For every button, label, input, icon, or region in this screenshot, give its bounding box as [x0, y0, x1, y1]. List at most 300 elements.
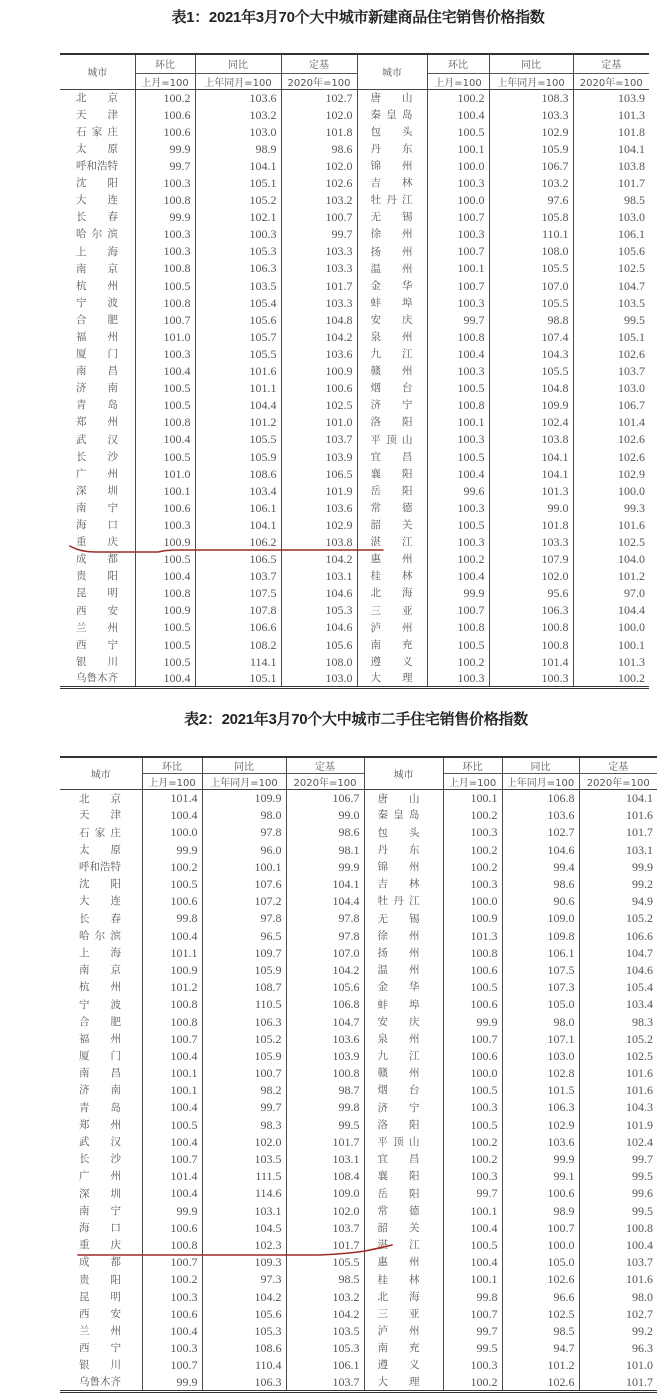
table-row [60, 824, 657, 841]
mom-index-value: 100.8 [135, 192, 195, 209]
city-cell [60, 174, 135, 191]
mom-index-value: 100.3 [427, 174, 489, 191]
column-subheader-yoy: 上年同月=100 [489, 73, 573, 89]
city-name: 岳阳 [370, 484, 413, 497]
city-cell [60, 1030, 142, 1047]
yoy-index-value: 100.0 [502, 1236, 579, 1253]
table-row [60, 1065, 657, 1082]
yoy-index-value: 107.6 [202, 875, 286, 892]
table-row [60, 961, 657, 978]
fixed-base-index-value: 106.6 [626, 928, 653, 943]
yoy-index-value: 90.6 [502, 893, 579, 910]
table-row [60, 551, 649, 568]
table-row [60, 1236, 657, 1253]
yoy-index-value: 110.4 [202, 1357, 286, 1374]
fixed-base-index-value: 103.6 [281, 345, 357, 362]
fixed-base-index-value: 105.3 [281, 602, 357, 619]
column-header-fixed: 定基 [579, 757, 657, 774]
mom-index-value: 100.8 [443, 944, 502, 961]
yoy-index-value: 108.2 [195, 636, 281, 653]
yoy-index-value: 109.7 [202, 944, 286, 961]
fixed-base-index-value: 108.0 [281, 653, 357, 670]
column-header-yoy: 同比 [202, 757, 286, 774]
column-subheader-yoy: 上年同月=100 [502, 774, 579, 790]
fixed-base-index-value: 105.6 [618, 244, 645, 259]
yoy-index-value: 114.6 [202, 1185, 286, 1202]
fixed-base-index-value: 103.5 [618, 295, 645, 310]
city-cell [357, 277, 427, 294]
fixed-base-index-value: 100.8 [626, 1220, 653, 1235]
city-cell [364, 1288, 443, 1305]
city-name: 西宁 [76, 638, 118, 651]
fixed-base-index-value: 104.2 [286, 1305, 364, 1322]
table-row [60, 927, 657, 944]
city-cell [357, 568, 427, 585]
city-cell [357, 123, 427, 140]
mom-index-value: 100.9 [443, 910, 502, 927]
mom-index-value: 99.7 [135, 157, 195, 174]
fixed-base-index-value: 103.1 [626, 842, 653, 857]
city-cell [364, 1047, 443, 1064]
mom-index-value: 100.7 [443, 1030, 502, 1047]
column-header-yoy: 同比 [195, 54, 281, 73]
yoy-index-value: 105.5 [195, 345, 281, 362]
mom-index-value: 100.2 [427, 551, 489, 568]
mom-index-value: 101.0 [135, 328, 195, 345]
mom-index-value: 100.8 [427, 328, 489, 345]
mom-index-value: 100.4 [443, 1254, 502, 1271]
city-cell [357, 294, 427, 311]
city-cell [60, 1133, 142, 1150]
table-row [60, 1030, 657, 1047]
city-name: 大理 [370, 672, 413, 685]
mom-index-value: 100.8 [135, 585, 195, 602]
yoy-index-value: 105.0 [502, 996, 579, 1013]
table-row [60, 1271, 657, 1288]
fixed-base-index-value: 101.7 [281, 277, 357, 294]
mom-index-value: 100.4 [135, 670, 195, 687]
yoy-index-value: 103.2 [489, 174, 573, 191]
mom-index-value: 101.4 [142, 790, 202, 807]
yoy-index-value: 107.1 [502, 1030, 579, 1047]
city-name: 福州 [79, 1032, 121, 1045]
fixed-base-index-value: 103.9 [618, 90, 645, 105]
yoy-index-value: 103.0 [502, 1047, 579, 1064]
fixed-base-index-value: 102.9 [618, 466, 645, 481]
fixed-base-index-value: 103.7 [626, 1255, 653, 1270]
mom-index-value: 100.5 [135, 448, 195, 465]
yoy-index-value: 97.6 [489, 192, 573, 209]
city-name: 温州 [370, 262, 413, 275]
yoy-index-value: 98.6 [502, 875, 579, 892]
fixed-base-index-value: 103.0 [618, 210, 645, 225]
city-cell [364, 790, 443, 807]
yoy-index-value: 98.2 [202, 1082, 286, 1099]
fixed-base-index-value: 101.3 [618, 654, 645, 669]
city-cell [60, 465, 135, 482]
city-cell [60, 1116, 142, 1133]
yoy-index-value: 109.9 [202, 790, 286, 807]
yoy-index-value: 105.1 [195, 670, 281, 687]
city-cell [364, 996, 443, 1013]
table-row [60, 363, 649, 380]
city-cell [60, 192, 135, 209]
mom-index-value: 100.9 [135, 533, 195, 550]
city-name: 韶关 [370, 519, 413, 532]
fixed-base-index-value: 103.6 [286, 1030, 364, 1047]
city-cell [364, 961, 443, 978]
city-name: 呼和浩特 [76, 160, 118, 173]
city-name: 海口 [79, 1221, 121, 1234]
fixed-base-index-value: 106.8 [286, 996, 364, 1013]
mom-index-value: 100.9 [135, 602, 195, 619]
column-subheader-mom: 上月=100 [135, 73, 195, 89]
mom-index-value: 100.8 [427, 619, 489, 636]
fixed-base-index-value: 96.3 [632, 1341, 653, 1356]
city-cell [60, 533, 135, 550]
yoy-index-value: 107.9 [489, 551, 573, 568]
city-cell [60, 551, 135, 568]
table-row [60, 996, 657, 1013]
city-cell [60, 1185, 142, 1202]
mom-index-value: 100.7 [427, 602, 489, 619]
city-cell [364, 1065, 443, 1082]
fixed-base-index-value: 104.1 [286, 875, 364, 892]
city-name: 泉州 [370, 331, 413, 344]
mom-index-value: 100.0 [427, 192, 489, 209]
city-cell [357, 243, 427, 260]
mom-index-value: 100.1 [427, 260, 489, 277]
mom-index-value: 100.5 [135, 551, 195, 568]
city-name: 牡丹江 [370, 194, 413, 207]
yoy-index-value: 100.7 [202, 1065, 286, 1082]
city-cell [60, 431, 135, 448]
yoy-index-value: 103.5 [195, 277, 281, 294]
city-name: 贵阳 [79, 1273, 121, 1286]
mom-index-value: 101.2 [142, 979, 202, 996]
yoy-index-value: 108.6 [195, 465, 281, 482]
city-cell [60, 944, 142, 961]
city-cell [60, 243, 135, 260]
table-row [60, 944, 657, 961]
city-cell [60, 1254, 142, 1271]
fixed-base-index-value: 103.8 [281, 533, 357, 550]
mom-index-value: 100.5 [135, 397, 195, 414]
mom-index-value: 100.5 [135, 380, 195, 397]
fixed-base-index-value: 104.1 [626, 791, 653, 806]
city-cell [60, 1202, 142, 1219]
table-row [60, 841, 657, 858]
yoy-index-value: 98.0 [502, 1013, 579, 1030]
fixed-base-index-value: 101.8 [618, 124, 645, 139]
mom-index-value: 100.4 [427, 345, 489, 362]
city-name: 成都 [76, 553, 118, 566]
yoy-index-value: 109.8 [502, 927, 579, 944]
city-name: 郑州 [76, 416, 118, 429]
fixed-base-index-value: 104.2 [281, 551, 357, 568]
column-subheader-fixed: 2020年=100 [579, 774, 657, 790]
city-name: 海口 [76, 519, 118, 532]
mom-index-value: 100.3 [142, 1340, 202, 1357]
mom-index-value: 100.6 [443, 961, 502, 978]
fixed-base-index-value: 98.7 [286, 1082, 364, 1099]
fixed-base-index-value: 99.3 [624, 500, 645, 515]
city-cell [60, 397, 135, 414]
city-cell [357, 106, 427, 123]
table-header [60, 54, 649, 89]
table2-title: 表2：2021年3月70个大中城市二手住宅销售价格指数 [184, 711, 528, 728]
city-cell [364, 1185, 443, 1202]
mom-index-value: 100.4 [142, 807, 202, 824]
city-name: 长春 [79, 912, 121, 925]
city-name: 兰州 [76, 621, 118, 634]
yoy-index-value: 102.0 [202, 1133, 286, 1150]
yoy-index-value: 109.3 [202, 1254, 286, 1271]
mom-index-value: 100.4 [142, 1133, 202, 1150]
mom-index-value: 100.2 [135, 89, 195, 106]
table-row [60, 807, 657, 824]
city-name: 湛江 [377, 1239, 420, 1252]
fixed-base-index-value: 103.7 [286, 1374, 364, 1391]
city-name: 三亚 [370, 604, 413, 617]
mom-index-value: 100.3 [142, 1288, 202, 1305]
mom-index-value: 100.2 [443, 1133, 502, 1150]
city-cell [357, 482, 427, 499]
mom-index-value: 100.7 [142, 1357, 202, 1374]
fixed-base-index-value: 99.9 [286, 858, 364, 875]
table-row [60, 277, 649, 294]
fixed-base-index-value: 103.1 [281, 568, 357, 585]
table-row [60, 465, 649, 482]
city-cell [357, 328, 427, 345]
fixed-base-index-value: 101.6 [626, 1066, 653, 1081]
yoy-index-value: 102.4 [489, 414, 573, 431]
mom-index-value: 100.4 [142, 1322, 202, 1339]
yoy-index-value: 108.3 [489, 89, 573, 106]
column-subheader-fixed: 2020年=100 [573, 73, 649, 89]
fixed-base-index-value: 100.0 [618, 483, 645, 498]
yoy-index-value: 106.5 [195, 551, 281, 568]
table-row [60, 893, 657, 910]
fixed-base-index-value: 101.7 [626, 825, 653, 840]
yoy-index-value: 102.9 [489, 123, 573, 140]
city-name: 宁波 [79, 998, 121, 1011]
city-name: 福州 [76, 331, 118, 344]
yoy-index-value: 100.8 [489, 619, 573, 636]
column-header-city: 城市 [60, 54, 135, 89]
mom-index-value: 99.9 [427, 585, 489, 602]
yoy-index-value: 97.3 [202, 1271, 286, 1288]
mom-index-value: 100.7 [135, 311, 195, 328]
table-row [60, 140, 649, 157]
fixed-base-index-value: 103.3 [281, 243, 357, 260]
mom-index-value: 100.3 [427, 363, 489, 380]
city-name: 襄阳 [377, 1170, 420, 1183]
city-name: 济宁 [370, 399, 413, 412]
column-header-mom: 环比 [142, 757, 202, 774]
city-name: 北海 [370, 587, 413, 600]
fixed-base-index-value: 106.7 [286, 790, 364, 807]
fixed-base-index-value: 103.9 [286, 1047, 364, 1064]
table-row [60, 910, 657, 927]
fixed-base-index-value: 104.4 [618, 603, 645, 618]
fixed-base-index-value: 103.2 [286, 1288, 364, 1305]
yoy-index-value: 106.2 [195, 533, 281, 550]
city-name: 牡丹江 [377, 895, 420, 908]
column-subheader-yoy: 上年同月=100 [195, 73, 281, 89]
mom-index-value: 100.2 [142, 1271, 202, 1288]
yoy-index-value: 110.5 [202, 996, 286, 1013]
city-name: 宜昌 [377, 1153, 420, 1166]
mom-index-value: 100.2 [427, 89, 489, 106]
city-name: 吉林 [370, 177, 413, 190]
fixed-base-index-value: 98.6 [281, 140, 357, 157]
city-cell [60, 636, 135, 653]
city-name: 温州 [377, 964, 420, 977]
fixed-base-index-value: 99.5 [632, 1203, 653, 1218]
fixed-base-index-value: 104.6 [281, 585, 357, 602]
mom-index-value: 100.3 [443, 875, 502, 892]
fixed-base-index-value: 97.8 [286, 927, 364, 944]
city-name: 蚌埠 [377, 998, 420, 1011]
yoy-index-value: 105.3 [195, 243, 281, 260]
city-cell [60, 414, 135, 431]
table-row [60, 516, 649, 533]
city-name: 丹东 [377, 843, 420, 856]
table-row [60, 1357, 657, 1374]
fixed-base-index-value: 101.2 [618, 569, 645, 584]
city-cell [60, 568, 135, 585]
city-cell [364, 1150, 443, 1167]
yoy-index-value: 106.7 [489, 157, 573, 174]
fixed-base-index-value: 104.6 [281, 619, 357, 636]
mom-index-value: 100.8 [135, 294, 195, 311]
city-cell [364, 1219, 443, 1236]
yoy-index-value: 102.5 [502, 1305, 579, 1322]
yoy-index-value: 103.4 [195, 482, 281, 499]
city-name: 武汉 [76, 433, 118, 446]
city-cell [60, 1322, 142, 1339]
fixed-base-index-value: 105.6 [281, 636, 357, 653]
city-cell [364, 1116, 443, 1133]
fixed-base-index-value: 103.3 [281, 260, 357, 277]
mom-index-value: 100.3 [427, 670, 489, 687]
city-cell [364, 1305, 443, 1322]
yoy-index-value: 99.1 [502, 1168, 579, 1185]
fixed-base-index-value: 101.6 [626, 1272, 653, 1287]
yoy-index-value: 99.9 [502, 1150, 579, 1167]
fixed-base-index-value: 99.0 [286, 807, 364, 824]
table-row [60, 1168, 657, 1185]
table-row [60, 1047, 657, 1064]
fixed-base-index-value: 101.3 [618, 107, 645, 122]
fixed-base-index-value: 94.9 [632, 894, 653, 909]
column-subheader-fixed: 2020年=100 [286, 774, 364, 790]
fixed-base-index-value: 101.7 [286, 1133, 364, 1150]
table-row [60, 1322, 657, 1339]
yoy-index-value: 105.5 [195, 431, 281, 448]
city-name: 济南 [76, 382, 118, 395]
fixed-base-index-value: 98.3 [632, 1014, 653, 1029]
fixed-base-index-value: 100.9 [281, 363, 357, 380]
table-row [60, 89, 649, 106]
yoy-index-value: 100.8 [489, 636, 573, 653]
city-name: 湛江 [370, 536, 413, 549]
mom-index-value: 100.3 [443, 1168, 502, 1185]
fixed-base-index-value: 104.7 [286, 1013, 364, 1030]
city-cell [364, 858, 443, 875]
city-name: 常德 [377, 1204, 420, 1217]
city-name: 重庆 [79, 1239, 121, 1252]
fixed-base-index-value: 99.7 [632, 1152, 653, 1167]
city-cell [357, 653, 427, 670]
city-name: 南宁 [76, 501, 118, 514]
table-row [60, 790, 657, 807]
city-name: 三亚 [377, 1307, 420, 1320]
column-header-fixed: 定基 [286, 757, 364, 774]
column-header-mom: 环比 [135, 54, 195, 73]
column-header-city: 城市 [357, 54, 427, 89]
city-cell [60, 1013, 142, 1030]
city-name: 九江 [377, 1050, 420, 1063]
yoy-index-value: 104.8 [489, 380, 573, 397]
mom-index-value: 100.7 [427, 209, 489, 226]
city-name: 泸州 [377, 1325, 420, 1338]
yoy-index-value: 105.4 [195, 294, 281, 311]
column-subheader-mom: 上月=100 [427, 73, 489, 89]
yoy-index-value: 103.5 [202, 1150, 286, 1167]
yoy-index-value: 106.1 [195, 499, 281, 516]
fixed-base-index-value: 105.2 [626, 911, 653, 926]
fixed-base-index-value: 100.0 [618, 620, 645, 635]
city-cell [60, 1065, 142, 1082]
city-name: 银川 [76, 655, 118, 668]
mom-index-value: 100.9 [142, 961, 202, 978]
subheader-row [60, 73, 649, 89]
yoy-index-value: 107.5 [195, 585, 281, 602]
city-name: 泉州 [377, 1032, 420, 1045]
fixed-base-index-value: 100.4 [626, 1237, 653, 1252]
city-name: 济南 [79, 1084, 121, 1097]
mom-index-value: 100.8 [427, 397, 489, 414]
fixed-base-index-value: 102.0 [281, 106, 357, 123]
yoy-index-value: 98.0 [202, 807, 286, 824]
city-name: 洛阳 [377, 1118, 420, 1131]
city-cell [364, 893, 443, 910]
mom-index-value: 101.3 [443, 927, 502, 944]
city-name: 宁波 [76, 296, 118, 309]
table-row [60, 345, 649, 362]
yoy-index-value: 105.9 [202, 1047, 286, 1064]
city-cell [357, 363, 427, 380]
yoy-index-value: 105.9 [202, 961, 286, 978]
fixed-base-index-value: 101.9 [626, 1117, 653, 1132]
city-cell [60, 910, 142, 927]
yoy-index-value: 99.7 [202, 1099, 286, 1116]
city-name: 合肥 [79, 1015, 121, 1028]
fixed-base-index-value: 99.7 [281, 226, 357, 243]
mom-index-value: 100.1 [443, 1202, 502, 1219]
yoy-index-value: 104.1 [195, 157, 281, 174]
fixed-base-index-value: 99.9 [632, 859, 653, 874]
fixed-base-index-value: 101.4 [618, 415, 645, 430]
city-name: 济宁 [377, 1101, 420, 1114]
mom-index-value: 100.8 [142, 996, 202, 1013]
city-cell [60, 1340, 142, 1357]
city-cell [60, 1305, 142, 1322]
yoy-index-value: 100.7 [502, 1219, 579, 1236]
mom-index-value: 100.3 [427, 226, 489, 243]
